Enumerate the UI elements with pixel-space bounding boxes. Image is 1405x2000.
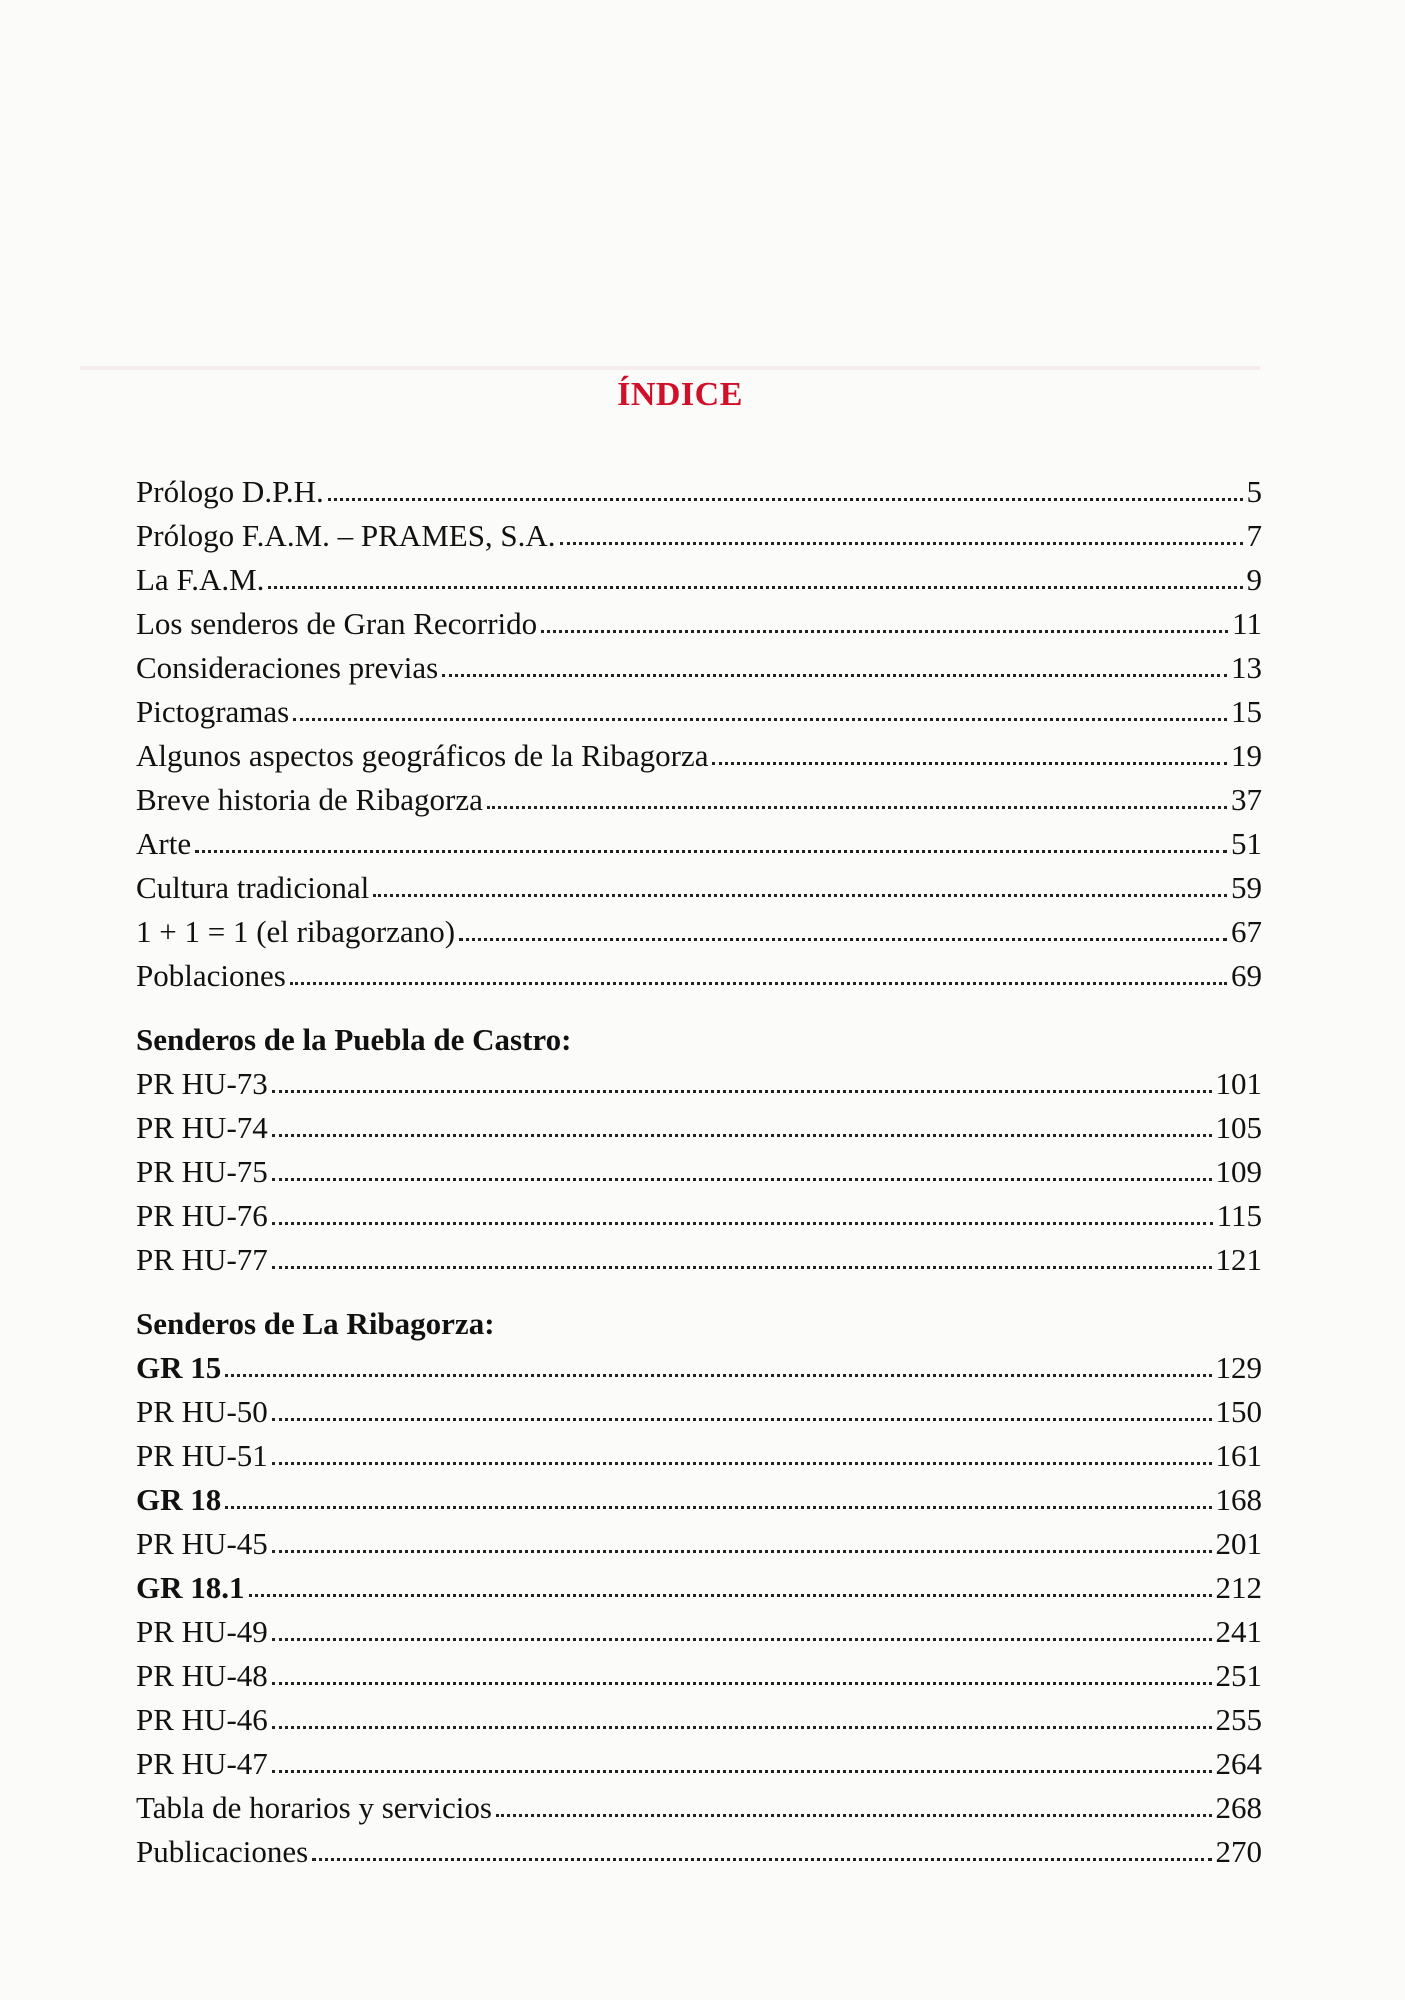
toc-entry — [136, 1474, 1262, 1518]
dot-leader — [272, 1638, 1212, 1641]
toc-entry-label: PR HU-47 — [136, 1746, 268, 1781]
toc-entry — [136, 1782, 1262, 1826]
toc-entry-page-number: 264 — [1215, 1746, 1262, 1781]
toc-entry-page-number: 101 — [1215, 1066, 1262, 1101]
toc-entry-label: Prólogo D.P.H. — [136, 474, 324, 509]
toc-entry — [136, 510, 1262, 554]
toc-entry-page-number: 129 — [1215, 1350, 1262, 1385]
dot-leader — [272, 1682, 1212, 1685]
toc-entry-label: Publicaciones — [136, 1834, 309, 1869]
toc-entry — [136, 950, 1262, 994]
toc-entry-label: GR 18.1 — [136, 1570, 245, 1605]
toc-entry — [136, 1606, 1262, 1650]
toc-general-entries — [136, 466, 1262, 994]
toc-entry-page-number: 121 — [1215, 1242, 1262, 1277]
toc-entry-label: Consideraciones previas — [136, 650, 439, 685]
toc-entry — [136, 466, 1262, 510]
toc-puebla-de-castro-entries — [136, 1058, 1262, 1278]
toc-entry — [136, 1058, 1262, 1102]
toc-entry-page-number: 212 — [1215, 1570, 1262, 1605]
toc-ribagorza-entries — [136, 1342, 1262, 1870]
toc-entry — [136, 686, 1262, 730]
toc-entry-label: PR HU-77 — [136, 1242, 268, 1277]
toc-entry — [136, 1234, 1262, 1278]
toc-entry-page-number: 201 — [1215, 1526, 1262, 1561]
toc-entry — [136, 1562, 1262, 1606]
toc-entry — [136, 862, 1262, 906]
toc-entry-page-number: 9 — [1246, 562, 1262, 597]
toc-entry — [136, 642, 1262, 686]
index-title: ÍNDICE — [617, 376, 743, 413]
dot-leader — [268, 586, 1242, 589]
toc-entry-page-number: 59 — [1231, 870, 1262, 905]
dot-leader — [373, 894, 1227, 897]
dot-leader — [225, 1506, 1211, 1509]
toc-entry-page-number: 11 — [1232, 606, 1262, 641]
toc-entry — [136, 1694, 1262, 1738]
toc-entry-page-number: 69 — [1231, 958, 1262, 993]
toc-entry-label: GR 15 — [136, 1350, 222, 1385]
toc-entry — [136, 1650, 1262, 1694]
dot-leader — [225, 1374, 1211, 1377]
toc-entry-label: PR HU-76 — [136, 1198, 268, 1233]
dot-leader — [459, 938, 1227, 941]
toc-entry-label: PR HU-49 — [136, 1614, 268, 1649]
dot-leader — [496, 1814, 1212, 1817]
dot-leader — [290, 982, 1227, 985]
toc-entry-label: Algunos aspectos geográficos de la Ribagorza — [136, 738, 709, 773]
toc-entry-page-number: 7 — [1246, 518, 1262, 553]
toc-entry — [136, 1826, 1262, 1870]
table-of-contents — [136, 466, 1262, 1870]
toc-entry-label: Prólogo F.A.M. – PRAMES, S.A. — [136, 518, 556, 553]
dot-leader — [328, 498, 1243, 501]
toc-entry-label: Poblaciones — [136, 958, 286, 993]
toc-entry-page-number: 115 — [1216, 1198, 1262, 1233]
dot-leader — [272, 1726, 1212, 1729]
toc-entry-label: Arte — [136, 826, 192, 861]
toc-entry — [136, 1190, 1262, 1234]
toc-entry — [136, 1146, 1262, 1190]
toc-entry-label: Tabla de horarios y servicios — [136, 1790, 492, 1825]
toc-entry-label: PR HU-48 — [136, 1658, 268, 1693]
dot-leader — [195, 850, 1227, 853]
toc-entry-page-number: 5 — [1246, 474, 1262, 509]
toc-entry — [136, 774, 1262, 818]
toc-entry-label: Cultura tradicional — [136, 870, 370, 905]
toc-entry-page-number: 255 — [1215, 1702, 1262, 1737]
toc-entry-label: PR HU-50 — [136, 1394, 268, 1429]
toc-entry-page-number: 161 — [1215, 1438, 1262, 1473]
toc-entry-label: 1 + 1 = 1 (el ribagorzano) — [136, 914, 456, 949]
toc-entry-page-number: 37 — [1231, 782, 1262, 817]
toc-entry-label: Breve historia de Ribagorza — [136, 782, 483, 817]
dot-leader — [541, 630, 1228, 633]
toc-entry-label: GR 18 — [136, 1482, 222, 1517]
toc-entry-label: PR HU-51 — [136, 1438, 268, 1473]
toc-entry-page-number: 15 — [1231, 694, 1262, 729]
toc-entry-page-number: 241 — [1215, 1614, 1262, 1649]
toc-entry-label: PR HU-46 — [136, 1702, 268, 1737]
toc-entry-page-number: 19 — [1231, 738, 1262, 773]
toc-entry — [136, 1518, 1262, 1562]
toc-entry — [136, 554, 1262, 598]
toc-entry — [136, 598, 1262, 642]
toc-entry-label: PR HU-73 — [136, 1066, 268, 1101]
toc-entry — [136, 906, 1262, 950]
toc-entry — [136, 1430, 1262, 1474]
dot-leader — [293, 718, 1227, 721]
toc-entry-page-number: 13 — [1231, 650, 1262, 685]
toc-entry — [136, 1342, 1262, 1386]
dot-leader — [312, 1858, 1211, 1861]
toc-entry-page-number: 109 — [1215, 1154, 1262, 1189]
dot-leader — [249, 1594, 1212, 1597]
dot-leader — [487, 806, 1227, 809]
dot-leader — [272, 1550, 1212, 1553]
toc-entry-page-number: 51 — [1231, 826, 1262, 861]
toc-entry-page-number: 67 — [1231, 914, 1262, 949]
toc-entry-label: PR HU-74 — [136, 1110, 268, 1145]
toc-entry-label: Pictogramas — [136, 694, 290, 729]
dot-leader — [272, 1090, 1212, 1093]
toc-entry — [136, 730, 1262, 774]
section-heading-ribagorza: Senderos de La Ribagorza: — [136, 1306, 495, 1341]
dot-leader — [272, 1134, 1212, 1137]
dot-leader — [272, 1178, 1212, 1181]
toc-entry-label: PR HU-45 — [136, 1526, 268, 1561]
toc-entry-page-number: 168 — [1215, 1482, 1262, 1517]
toc-entry-page-number: 105 — [1215, 1110, 1262, 1145]
toc-entry-label: PR HU-75 — [136, 1154, 268, 1189]
dot-leader — [272, 1770, 1212, 1773]
dot-leader — [712, 762, 1227, 765]
toc-entry — [136, 1102, 1262, 1146]
dot-leader — [272, 1462, 1212, 1465]
dot-leader — [272, 1418, 1212, 1421]
toc-entry-page-number: 251 — [1215, 1658, 1262, 1693]
dot-leader — [442, 674, 1227, 677]
toc-entry-page-number: 270 — [1215, 1834, 1262, 1869]
toc-entry-page-number: 150 — [1215, 1394, 1262, 1429]
dot-leader — [272, 1222, 1213, 1225]
toc-entry-label: Los senderos de Gran Recorrido — [136, 606, 538, 641]
toc-entry-page-number: 268 — [1215, 1790, 1262, 1825]
toc-entry — [136, 1386, 1262, 1430]
show-through-rule — [80, 366, 1260, 370]
dot-leader — [560, 542, 1243, 545]
section-heading-puebla-de-castro: Senderos de la Puebla de Castro: — [136, 1022, 572, 1057]
dot-leader — [272, 1266, 1212, 1269]
toc-entry-label: La F.A.M. — [136, 562, 265, 597]
toc-entry — [136, 1738, 1262, 1782]
toc-entry — [136, 818, 1262, 862]
